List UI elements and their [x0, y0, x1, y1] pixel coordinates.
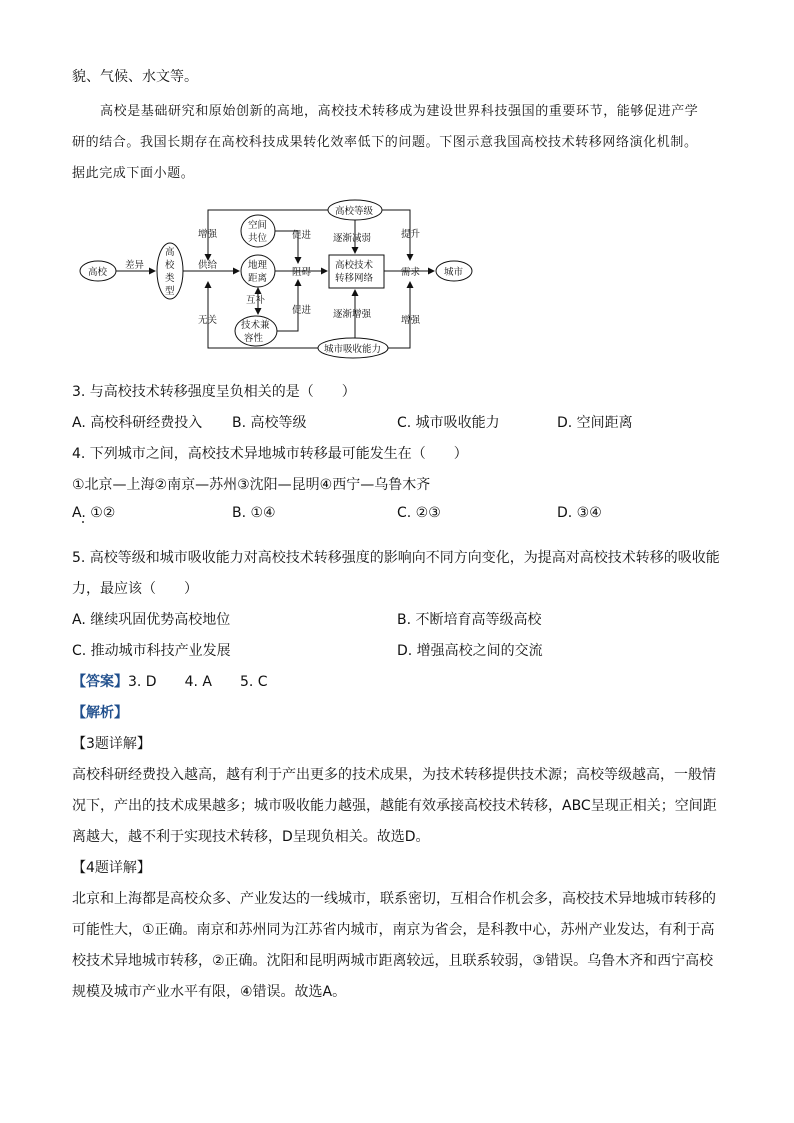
label-leixing-3: 类 — [165, 273, 175, 284]
label-cujin-top: 促进 — [292, 230, 312, 241]
d3-line-1: 高校科研经费投入越高，越有利于产出更多的技术成果，为技术转移提供技术源；高校等级越高，一般情 — [72, 767, 716, 783]
label-leixing-2: 校 — [165, 260, 175, 271]
label-xishou: 城市吸收能力 — [324, 344, 382, 355]
q3-option-d: D. 空间距离 — [557, 415, 633, 431]
label-dili-2: 距离 — [248, 273, 268, 284]
q5-option-b: B. 不断培育高等级高校 — [397, 612, 542, 628]
label-leixing-4: 型 — [165, 286, 175, 297]
stray-dot — [82, 521, 84, 523]
q3-option-c: C. 城市吸收能力 — [397, 415, 500, 431]
label-cujin-bottom: 促进 — [292, 305, 312, 316]
label-zuai: 阻碍 — [292, 267, 312, 278]
top-line: 貌、气候、水文等。 — [72, 69, 198, 85]
answer-text: 3. D 4. A 5. C — [128, 674, 268, 690]
tech-transfer-diagram — [70, 190, 490, 365]
label-dili-1: 地理 — [248, 260, 268, 271]
label-zhujian-ruo: 逐渐减弱 — [333, 233, 372, 244]
d3-line-3: 离越大，越不利于实现技术转移，D呈现负相关。故选D。 — [72, 829, 430, 845]
d4-line-3: 校技术异地城市转移，②正确。沈阳和昆明两城市距离较远，且联系较弱，③错误。乌鲁木齐和西宁高校 — [72, 953, 714, 969]
d3-line-2: 况下，产出的技术成果越多；城市吸收能力越强，越能有效承接高校技术转移，ABC呈现正相关；空间距 — [72, 798, 717, 814]
label-chayi: 差异 — [125, 260, 145, 271]
q5-option-c: C. 推动城市科技产业发展 — [72, 643, 231, 659]
q5-option-a: A. 继续巩固优势高校地位 — [72, 612, 231, 628]
label-gonggei: 供给 — [198, 260, 218, 271]
label-kongjian-1: 空间 — [248, 220, 268, 231]
label-leixing-1: 高 — [165, 247, 175, 258]
label-zengqiang-left: 增强 — [198, 229, 218, 240]
label-gaoxiao: 高校 — [88, 267, 108, 278]
analysis-heading: 【解析】 — [72, 705, 128, 721]
answer-tag: 【答案】 — [72, 674, 128, 690]
q4-option-b: B. ①④ — [232, 505, 276, 521]
d4-line-2: 可能性大，①正确。南京和苏州同为江苏省内城市，南京为省会，是科教中心，苏州产业发达，有利于高 — [72, 922, 715, 938]
label-zengqiang-right: 增强 — [401, 315, 421, 326]
q5-stem-line-2: 力，最应该（ ） — [72, 581, 198, 597]
q5-stem-line-1: 5. 高校等级和城市吸收能力对高校技术转移强度的影响向不同方向变化，为提高对高校技术转移的吸收能 — [72, 550, 720, 566]
intro-line-1: 高校是基础研究和原始创新的高地，高校技术转移成为建设世界科技强国的重要环节，能够促进产学 — [100, 104, 699, 119]
label-hubu: 互补 — [246, 295, 266, 306]
d4-title: 【4题详解】 — [72, 860, 151, 876]
q3-stem: 3. 与高校技术转移强度呈负相关的是（ ） — [72, 384, 356, 400]
label-tisheng: 提升 — [401, 229, 421, 240]
label-network-1: 高校技术 — [335, 260, 374, 271]
q4-option-c: C. ②③ — [397, 505, 441, 521]
intro-line-3: 据此完成下面小题。 — [72, 166, 195, 181]
q3-option-a: A. 高校科研经费投入 — [72, 415, 203, 431]
d4-line-1: 北京和上海都是高校众多、产业发达的一线城市，联系密切，互相合作机会多，高校技术异地城市转移的 — [72, 891, 716, 907]
label-xuqiu: 需求 — [401, 267, 421, 278]
label-zhujian-qiang: 逐渐增强 — [333, 309, 372, 320]
label-chengshi: 城市 — [444, 267, 464, 278]
q3-option-b: B. 高校等级 — [232, 415, 307, 431]
label-network-2: 转移网络 — [335, 273, 374, 284]
q5-option-d: D. 增强高校之间的交流 — [397, 643, 543, 659]
label-dengji: 高校等级 — [335, 206, 374, 217]
q4-option-a: A. ①② — [72, 505, 116, 521]
q4-option-d: D. ③④ — [557, 505, 602, 521]
label-jianrong-1: 技术兼 — [241, 320, 270, 331]
answer-line — [72, 671, 268, 691]
label-kongjian-2: 共位 — [248, 233, 268, 244]
label-wuguan: 无关 — [198, 315, 218, 326]
d3-title: 【3题详解】 — [72, 736, 151, 752]
d4-line-4: 规模及城市产业水平有限，④错误。故选A。 — [72, 984, 347, 1000]
intro-line-2: 研的结合。我国长期存在高校科技成果转化效率低下的问题。下图示意我国高校技术转移网络演化机制。 — [72, 135, 698, 150]
label-jianrong-2: 容性 — [244, 333, 264, 344]
q4-stem: 4. 下列城市之间，高校技术异地城市转移最可能发生在（ ） — [72, 446, 468, 462]
q4-sub: ①北京—上海②南京—苏州③沈阳—昆明④西宁—乌鲁木齐 — [72, 477, 431, 493]
